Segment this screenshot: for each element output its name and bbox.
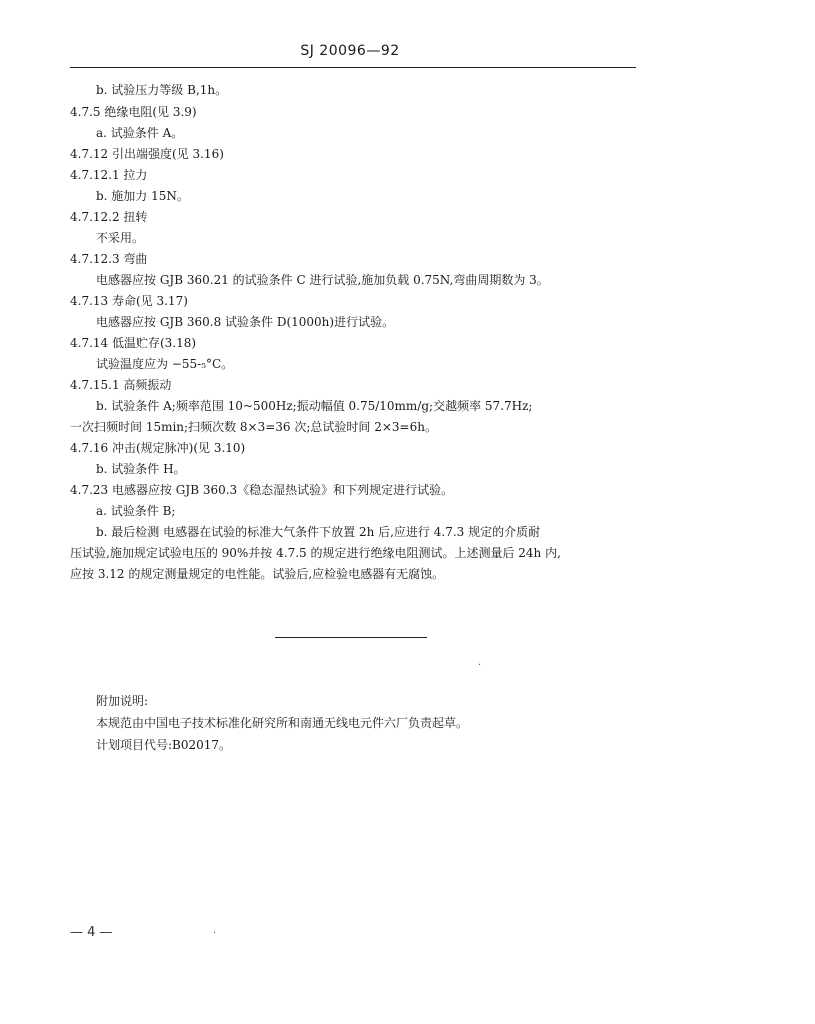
- notes-heading: 附加说明:: [96, 694, 149, 708]
- body-line: 电感器应按 GJB 360.8 试验条件 D(1000h)进行试验。: [96, 315, 395, 329]
- body-line: a. 试验条件 B;: [96, 504, 176, 518]
- page-header-title: SJ 20096—92: [300, 43, 400, 59]
- body-line: b. 最后检测 电感器在试验的标准大气条件下放置 2h 后,应进行 4.7.3 规定的介质耐: [96, 525, 541, 539]
- body-line: 4.7.16 冲击(规定脉冲)(见 3.10): [70, 441, 246, 455]
- body-line: b. 试验条件 H。: [96, 462, 186, 476]
- body-line: 4.7.12.3 弯曲: [70, 252, 148, 266]
- body-line: 4.7.12.1 拉力: [70, 168, 148, 182]
- body-line: b. 施加力 15N。: [96, 189, 189, 203]
- body-line: 4.7.13 寿命(见 3.17): [70, 294, 188, 308]
- body-line: b. 试验压力等级 B,1h。: [96, 83, 228, 97]
- body-line: 压试验,施加规定试验电压的 90%并按 4.7.5 的规定进行绝缘电阻测试。上述测量后 24h 内,: [70, 546, 561, 560]
- body-line: 4.7.5 绝缘电阻(见 3.9): [70, 105, 197, 119]
- body-line: 试验温度应为 −55-₅°C。: [96, 357, 234, 371]
- page-number: — 4 —: [70, 925, 113, 940]
- body-line: 4.7.15.1 高频振动: [70, 378, 172, 392]
- body-line: 4.7.12 引出端强度(见 3.16): [70, 147, 224, 161]
- scan-speck: ·: [478, 660, 482, 671]
- notes-line: 本规范由中国电子技术标准化研究所和南通无线电元件六厂负责起草。: [96, 716, 469, 730]
- scan-speck: ·: [213, 928, 217, 939]
- body-line: a. 试验条件 A。: [96, 126, 184, 140]
- body-line: 应按 3.12 的规定测量规定的电性能。试验后,应检验电感器有无腐蚀。: [70, 567, 445, 581]
- body-line: b. 试验条件 A;频率范围 10~500Hz;振动幅值 0.75/10mm/g;交越频率 57.7Hz;: [96, 399, 533, 413]
- body-line: 电感器应按 GJB 360.21 的试验条件 C 进行试验,施加负载 0.75N,弯曲周期数为 3。: [96, 273, 549, 287]
- body-line: 一次扫频时间 15min;扫频次数 8×3=36 次;总试验时间 2×3=6h。: [70, 420, 437, 434]
- body-line: 4.7.14 低温贮存(3.18): [70, 336, 197, 350]
- header-rule: [70, 67, 636, 68]
- body-line: 4.7.23 电感器应按 GJB 360.3《稳态湿热试验》和下列规定进行试验。: [70, 483, 454, 497]
- body-line: 4.7.12.2 扭转: [70, 210, 148, 224]
- notes-line: 计划项目代号:B02017。: [96, 738, 232, 752]
- end-rule: [275, 637, 427, 638]
- body-line: 不采用。: [96, 231, 145, 245]
